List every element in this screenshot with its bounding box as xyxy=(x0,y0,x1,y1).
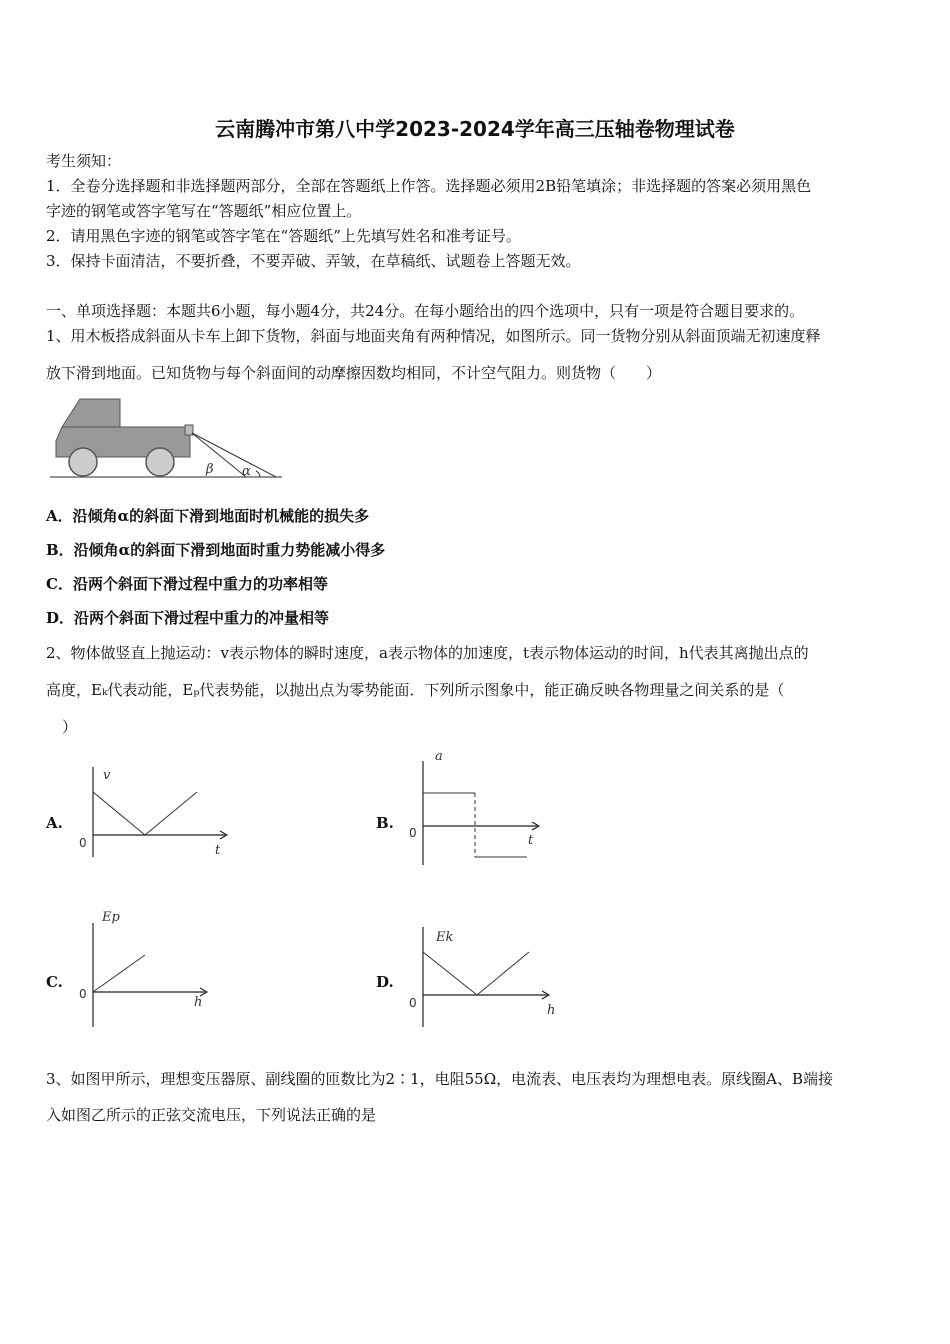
graph-a-ylabel: v xyxy=(103,768,111,783)
alpha-arc xyxy=(256,471,260,477)
shallow-ramp xyxy=(192,433,276,477)
notice-item-3: 3．保持卡面清洁，不要折叠，不要弄破、弄皱，在草稿纸、试题卷上答题无效。 xyxy=(46,252,581,270)
graph-d-option-label[interactable]: D. xyxy=(376,973,394,991)
question-2-line-3: ） xyxy=(62,718,78,736)
graph-b-origin: 0 xyxy=(409,826,417,840)
truck-ramp-figure xyxy=(50,395,290,485)
graph-d xyxy=(400,925,570,1030)
section-heading: 一、单项选择题：本题共6小题，每小题4分，共24分。在每小题给出的四个选项中，只有一项是符合题目要求的。 xyxy=(46,302,805,320)
graph-d-ylabel: Ek xyxy=(436,930,454,945)
truck-cab xyxy=(62,399,120,427)
question-1-option-c[interactable]: C．沿两个斜面下滑过程中重力的功率相等 xyxy=(46,575,328,593)
question-3-line-1: 3、如图甲所示，理想变压器原、副线圈的匝数比为2∶1，电阻55Ω，电流表、电压表均为理想电表。原线圈A、B端接 xyxy=(46,1070,834,1088)
question-2-line-1: 2、物体做竖直上抛运动：v表示物体的瞬时速度，a表示物体的加速度，t表示物体运动的时间，h代表其离抛出点的 xyxy=(46,644,809,662)
question-1-line-1: 1、用木板搭成斜面从卡车上卸下货物，斜面与地面夹角有两种情况，如图所示。同一货物分别从斜面顶端无初速度释 xyxy=(46,327,821,345)
graph-c-option-label[interactable]: C. xyxy=(46,973,63,991)
notice-item-2: 2．请用黑色字迹的钢笔或答字笔在“答题纸”上先填写姓名和准考证号。 xyxy=(46,227,521,245)
question-3-line-2: 入如图乙所示的正弦交流电压，下列说法正确的是 xyxy=(46,1106,377,1124)
graph-a-origin: 0 xyxy=(79,836,87,850)
graph-d-origin: 0 xyxy=(409,996,417,1010)
question-1-option-b[interactable]: B．沿倾角α的斜面下滑到地面时重力势能减小得多 xyxy=(46,541,386,559)
alpha-label: α xyxy=(242,464,251,479)
graph-a-velocity-line xyxy=(93,792,197,835)
question-2-line-2: 高度，Eₖ代表动能，Eₚ代表势能，以抛出点为零势能面．下列所示图象中，能正确反映各物理量之间关系的是（ xyxy=(46,681,785,699)
notice-item-1-line-1: 1．全卷分选择题和非选择题两部分，全部在答题纸上作答。选择题必须用2B铅笔填涂；非选择题的答案必须用黑色 xyxy=(46,177,812,195)
question-1-option-d[interactable]: D．沿两个斜面下滑过程中重力的冲量相等 xyxy=(46,609,330,627)
graph-d-kinetic-line xyxy=(423,952,529,995)
graph-a xyxy=(70,765,240,865)
truck-rear-wheel xyxy=(146,448,174,476)
truck-tailgate xyxy=(185,425,193,435)
graph-b-ylabel: a xyxy=(435,749,443,764)
notice-item-1-line-2: 字迹的钢笔或答字笔写在“答题纸”相应位置上。 xyxy=(46,202,362,220)
beta-label: β xyxy=(206,462,214,477)
graph-c-origin: 0 xyxy=(79,987,87,1001)
graph-c xyxy=(70,905,220,1030)
steep-ramp xyxy=(192,433,246,477)
question-1-line-2: 放下滑到地面。已知货物与每个斜面间的动摩擦因数均相同，不计空气阻力。则货物（ ） xyxy=(46,364,662,382)
graph-d-xlabel: h xyxy=(547,1003,556,1018)
truck-front-wheel xyxy=(69,448,97,476)
graph-b-option-label[interactable]: B. xyxy=(376,814,394,832)
page-title: 云南腾冲市第八中学2023-2024学年高三压轴卷物理试卷 xyxy=(215,117,735,141)
graph-c-xlabel: h xyxy=(194,995,203,1010)
graph-c-ylabel: Ep xyxy=(102,910,120,925)
question-1-option-a[interactable]: A．沿倾角α的斜面下滑到地面时机械能的损失多 xyxy=(46,507,370,525)
graph-a-xlabel: t xyxy=(215,843,221,858)
graph-c-potential-line xyxy=(93,955,145,992)
graph-b-xlabel: t xyxy=(528,833,534,848)
graph-a-option-label[interactable]: A. xyxy=(46,814,63,832)
graph-b xyxy=(400,747,550,869)
notice-heading: 考生须知： xyxy=(46,152,122,170)
